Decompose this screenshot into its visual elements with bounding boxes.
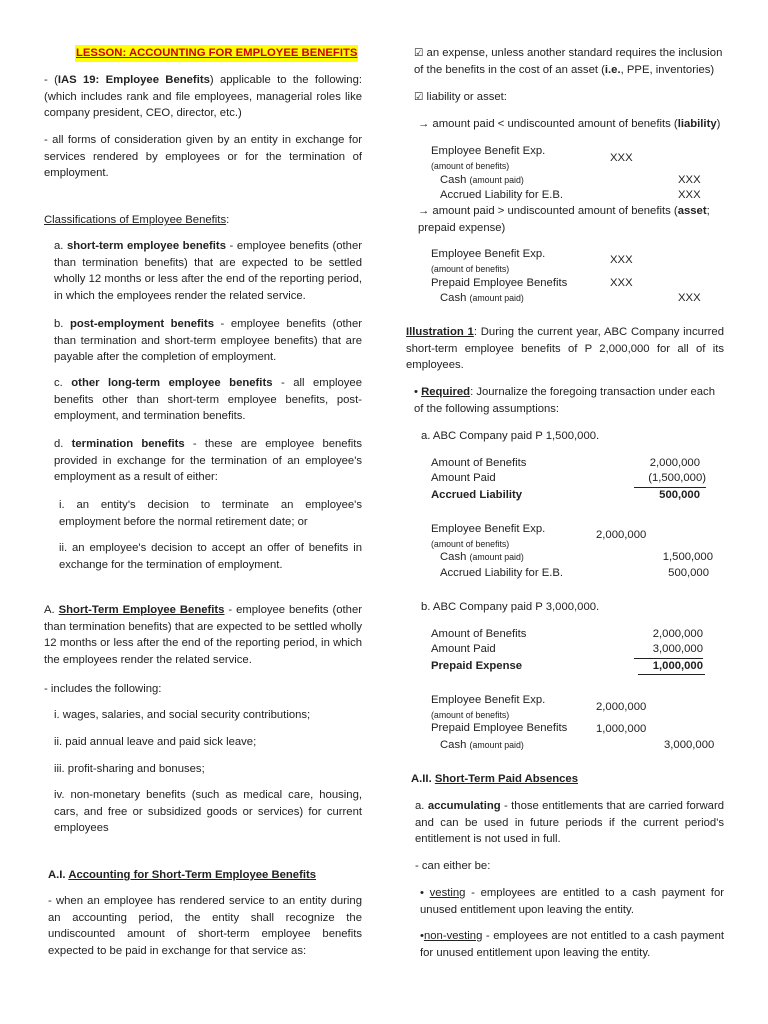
calc-value: 2,000,000 <box>649 457 700 469</box>
illustration-1: Illustration 1: During the current year, ABC Company incurred short-term employee benefits of P 2,000,000 for all of its employees. <box>406 326 724 372</box>
lesson-title: LESSON: ACCOUNTING FOR EMPLOYEE BENEFITS <box>75 45 358 62</box>
je-line: Cash <box>440 292 470 304</box>
list-item-leave: ii. paid annual leave and paid sick leave; <box>54 736 257 748</box>
je-note: (amount paid) <box>469 175 524 185</box>
je-debit: XXX <box>610 152 633 164</box>
case-asset: → amount paid > undiscounted amount of benefits (asset; prepaid expense) <box>418 205 710 234</box>
checkbox-checked-icon: ☑ <box>414 47 424 59</box>
je-debit: 2,000,000 <box>596 701 647 713</box>
calc-value: 500,000 <box>659 489 700 501</box>
section-ai-paragraph: - when an employee has rendered service to an entity during an accounting period, the entity shall recognize the undiscounted amount of short-term employee benefits expected to be paid in exchange for that service as: <box>48 895 362 957</box>
je-credit: 500,000 <box>668 567 709 579</box>
classification-item-b: b. post-employment benefits - employee benefits (other than termination and short-term employee benefits) that are payable after the completion of employment. <box>54 318 362 364</box>
liability-criterion: ☑ liability or asset: <box>414 91 507 103</box>
intro-paragraph-ias19: - (IAS 19: Employee Benefits) applicable to the following: (which includes rank and file employees, managerial roles like company president, CEO, director, etc.) <box>44 74 362 120</box>
je-line: Accrued Liability for E.B. <box>440 189 564 201</box>
classification-item-a: a. short-term employee benefits - employee benefits (other than termination benefits) that are expected to be settled wholly 12 months or less after the end of the reporting period, in which the employees render the related service. <box>54 240 362 302</box>
section-a-short-term: A. Short-Term Employee Benefits - employee benefits (other than termination benefits) that are expected to be settled wholly 12 months or less after the end of the reporting period, in which the employees render the related service. <box>44 604 362 666</box>
classifications-heading: Classifications of Employee Benefits: <box>44 214 230 226</box>
expense-criterion: ☑ an expense, unless another standard requires the inclusion of the benefits in the cost of an asset (i.e., PPE, inventories) <box>414 47 723 76</box>
total-underline <box>638 674 705 675</box>
je-credit: XXX <box>678 189 701 201</box>
je-line: Employee Benefit Exp. <box>431 523 546 535</box>
list-item-non-monetary: iv. non-monetary benefits (such as medical care, housing, cars, and free or subsidized goods or services) for current employees <box>54 789 362 835</box>
je-credit: 1,500,000 <box>662 551 713 563</box>
calc-value: 2,000,000 <box>652 628 703 640</box>
classification-item-d: d. termination benefits - these are employee benefits provided in exchange for the termination of an employee's employment as a result of either: <box>54 438 363 484</box>
checkbox-checked-icon: ☑ <box>414 91 424 103</box>
vesting-paragraph: • vesting - employees are entitled to a cash payment for unused entitlement upon leaving the entity. <box>420 887 724 916</box>
calc-label: Amount Paid <box>431 643 496 655</box>
je-line: Employee Benefit Exp. <box>431 248 546 260</box>
je-debit: XXX <box>610 254 633 266</box>
je-debit: XXX <box>610 277 633 289</box>
list-item-wages: i. wages, salaries, and social security contributions; <box>54 709 311 721</box>
termination-subitem-ii: ii. an employee's decision to accept an offer of benefits in exchange for the termination of employment. <box>59 542 362 571</box>
je-note: (amount of benefits) <box>431 539 510 549</box>
required-paragraph: • Required: Journalize the foregoing transaction under each of the following assumptions: <box>414 386 715 415</box>
calc-label: Amount Paid <box>431 472 496 484</box>
includes-label: - includes the following: <box>44 683 162 695</box>
calc-label: Prepaid Expense <box>431 660 523 672</box>
section-ai-heading: A.I. Accounting for Short-Term Employee Benefits <box>48 869 317 881</box>
case-a-label: a. ABC Company paid P 1,500,000. <box>421 430 600 442</box>
case-liability: → amount paid < undiscounted amount of benefits (liability) <box>418 118 721 130</box>
je-note: (amount paid) <box>469 293 524 303</box>
arrow-right-icon: → <box>418 118 430 130</box>
termination-subitem-i: i. an entity's decision to terminate an employee's employment before the normal retirement date; or <box>59 499 362 528</box>
calc-value: 1,000,000 <box>652 660 703 672</box>
calc-value: (1,500,000) <box>634 470 706 488</box>
je-line: Accrued Liability for E.B. <box>440 567 564 579</box>
je-note: (amount of benefits) <box>431 161 510 171</box>
je-note: (amount paid) <box>469 552 524 562</box>
je-debit: 2,000,000 <box>596 529 647 541</box>
accumulating-paragraph: a. accumulating - those entitlements that are carried forward and can be used in future periods if the current period's entitlement is not used in full. <box>415 800 724 846</box>
je-credit: XXX <box>678 174 701 186</box>
je-line: Employee Benefit Exp. <box>431 145 546 157</box>
case-b-label: b. ABC Company paid P 3,000,000. <box>421 601 600 613</box>
je-line: Prepaid Employee Benefits <box>431 277 568 289</box>
je-debit: 1,000,000 <box>596 723 647 735</box>
je-line: Cash <box>440 174 470 186</box>
classification-item-c: c. other long-term employee benefits - all employee benefits other than short-term employee benefits, post-employment, and termination benefits. <box>54 377 362 423</box>
je-line: Prepaid Employee Benefits <box>431 722 568 734</box>
non-vesting-paragraph: •non-vesting - employees are not entitled to a cash payment for unused entitlement upon leaving the entity. <box>420 930 724 959</box>
je-note: (amount of benefits) <box>431 264 510 274</box>
je-credit: 3,000,000 <box>664 739 715 751</box>
je-note: (amount paid) <box>469 740 524 750</box>
section-aii-heading: A.II. Short-Term Paid Absences <box>411 773 578 785</box>
intro-paragraph-consideration: - all forms of consideration given by an entity in exchange for services rendered by employees or for the termination of employment. <box>44 134 362 180</box>
je-line: Cash <box>440 739 470 751</box>
list-item-profit-sharing: iii. profit-sharing and bonuses; <box>54 763 205 775</box>
calc-value: 3,000,000 <box>634 641 703 659</box>
arrow-right-icon: → <box>418 205 430 217</box>
calc-label: Accrued Liability <box>431 489 523 501</box>
either-label: - can either be: <box>415 860 491 872</box>
calc-label: Amount of Benefits <box>431 628 527 640</box>
je-note: (amount of benefits) <box>431 710 510 720</box>
je-line: Cash <box>440 551 470 563</box>
calc-label: Amount of Benefits <box>431 457 527 469</box>
je-credit: XXX <box>678 292 701 304</box>
je-line: Employee Benefit Exp. <box>431 694 546 706</box>
